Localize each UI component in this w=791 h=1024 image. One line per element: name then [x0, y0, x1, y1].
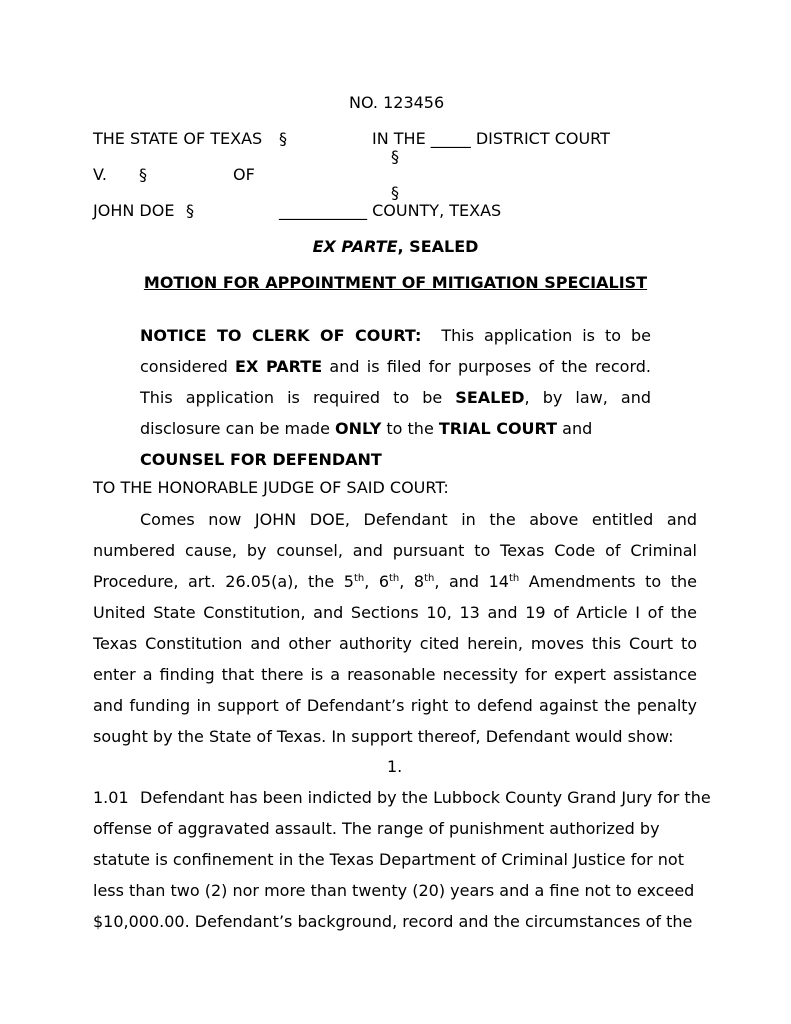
notice-ex-parte: EX PARTE: [235, 357, 323, 376]
caption-section-symbol: §: [279, 129, 287, 148]
caption-court-line: IN THE _____ DISTRICT COURT: [372, 129, 610, 148]
ordinal-suffix: th: [353, 573, 365, 584]
notice-text: and is filed for purposes of the record. This application is required to be: [140, 357, 651, 407]
intro-text: Comes now JOHN DOE, Defendant in the above entitled and numbered cause, by counsel, and pursuant to Texas Code of Criminal Procedure, art. 26.05(a), the 5: [93, 510, 697, 591]
notice-sealed: SEALED: [455, 388, 525, 407]
paragraph-line: $10,000.00. Defendant’s background, record and the circumstances of the: [93, 912, 693, 931]
notice-to-clerk: [140, 320, 651, 475]
notice-only: ONLY: [335, 419, 382, 438]
caption-v: V.: [93, 165, 107, 184]
paragraph-line: offense of aggravated assault. The range of punishment authorized by: [93, 819, 660, 838]
intro-text: Amendments to the United State Constitution, and Sections 10, 13 and 19 of Article I of the Texas Constitution and other authority cited herein, moves this Court to enter a finding that there is a reasonable necessity for expert assistance and funding in support of Defendant’s right to defend against the penalty sought by the State of Texas. In support thereof, Defendant would show:: [93, 572, 697, 746]
heading-ex-parte: EX PARTE: [312, 237, 398, 256]
salutation: TO THE HONORABLE JUDGE OF SAID COURT:: [93, 478, 449, 497]
notice-label: NOTICE TO CLERK OF COURT:: [140, 326, 422, 345]
caption-of: OF: [233, 165, 255, 184]
caption-defendant: JOHN DOE: [93, 201, 175, 220]
intro-text: , 6: [364, 572, 390, 591]
caption-section-symbol: §: [139, 165, 147, 184]
caption-section-symbol: §: [186, 201, 194, 220]
notice-text: This application is to be considered: [140, 326, 652, 376]
intro-text: , and 14: [434, 572, 509, 591]
notice-text: , by law, and disclosure can be made: [140, 388, 652, 438]
caption-section-symbol: §: [391, 183, 399, 202]
ordinal-suffix: th: [389, 573, 400, 584]
notice-counsel: COUNSEL FOR DEFENDANT: [140, 450, 382, 469]
case-number: NO. 123456: [349, 93, 445, 112]
ordinal-suffix: th: [508, 573, 520, 584]
intro-text: , 8: [399, 572, 425, 591]
caption-county-line: ___________ COUNTY, TEXAS: [279, 201, 502, 220]
ordinal-suffix: th: [424, 573, 435, 584]
paragraph-line: Defendant has been indicted by the Lubbock County Grand Jury for the: [140, 788, 711, 807]
notice-text: to the: [386, 419, 434, 438]
paragraph-line: statute is confinement in the Texas Department of Criminal Justice for not: [93, 850, 684, 869]
paragraph-number: 1.01: [93, 788, 129, 807]
heading-ex-parte-sealed: [0, 237, 791, 257]
intro-paragraph: [93, 504, 697, 752]
caption-section-symbol: §: [391, 147, 399, 166]
notice-trial-court: TRIAL COURT: [438, 419, 558, 438]
notice-text: and: [562, 419, 593, 438]
caption-state: THE STATE OF TEXAS: [93, 129, 263, 148]
motion-title: MOTION FOR APPOINTMENT OF MITIGATION SPECIALIST: [143, 273, 648, 292]
section-number: 1.: [387, 757, 403, 776]
paragraph-line: less than two (2) nor more than twenty (20) years and a fine not to exceed: [93, 881, 695, 900]
heading-sealed: , SEALED: [397, 237, 479, 256]
